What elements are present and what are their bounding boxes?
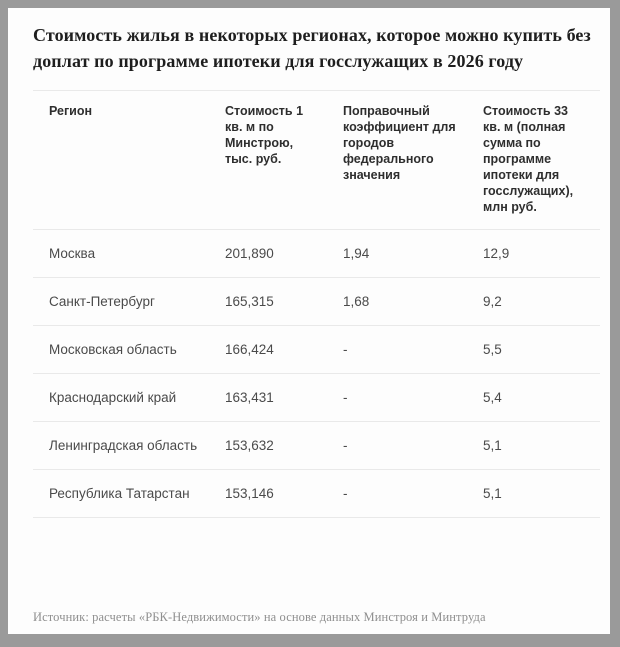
value-cell: 153,146 — [225, 470, 343, 518]
value-cell: - — [343, 470, 483, 518]
table-row — [33, 278, 600, 326]
table-body — [33, 230, 600, 518]
value-cell: 5,5 — [483, 326, 600, 374]
table-row — [33, 470, 600, 518]
value-cell: 5,1 — [483, 470, 600, 518]
region-cell: Республика Татарстан — [33, 470, 225, 518]
value-cell: 163,431 — [225, 374, 343, 422]
value-cell: 5,4 — [483, 374, 600, 422]
region-cell: Краснодарский край — [33, 374, 225, 422]
region-cell: Москва — [33, 230, 225, 278]
value-cell: - — [343, 422, 483, 470]
value-cell: - — [343, 326, 483, 374]
table-header-row — [33, 91, 600, 230]
column-header-coefficient: Поправочный коэффициент для городов федерального значения — [343, 91, 483, 230]
column-header-total-cost: Стоимость 33 кв. м (полная сумма по программе ипотеки для госслужащих), млн руб. — [483, 91, 600, 230]
value-cell: 166,424 — [225, 326, 343, 374]
value-cell: 5,1 — [483, 422, 600, 470]
value-cell: - — [343, 374, 483, 422]
value-cell: 1,68 — [343, 278, 483, 326]
value-cell: 165,315 — [225, 278, 343, 326]
region-cell: Московская область — [33, 326, 225, 374]
table-row — [33, 374, 600, 422]
value-cell: 201,890 — [225, 230, 343, 278]
table-row — [33, 326, 600, 374]
column-header-region: Регион — [33, 91, 225, 230]
value-cell: 1,94 — [343, 230, 483, 278]
column-header-price-per-sqm: Стоимость 1 кв. м по Минстрою, тыс. руб. — [225, 91, 343, 230]
value-cell: 12,9 — [483, 230, 600, 278]
source-note: Источник: расчеты «РБК-Недвижимости» на основе данных Минстроя и Минтруда — [33, 610, 486, 624]
housing-cost-table — [33, 90, 600, 518]
table-row — [33, 422, 600, 470]
page-title: Стоимость жилья в некоторых регионах, которое можно купить без доплат по программе ипотеки для госслужащих в 2026 году — [33, 25, 591, 71]
table-row — [33, 230, 600, 278]
infographic-card — [8, 8, 610, 634]
value-cell: 153,632 — [225, 422, 343, 470]
region-cell: Ленинградская область — [33, 422, 225, 470]
region-cell: Санкт-Петербург — [33, 278, 225, 326]
value-cell: 9,2 — [483, 278, 600, 326]
table-header — [33, 91, 600, 230]
